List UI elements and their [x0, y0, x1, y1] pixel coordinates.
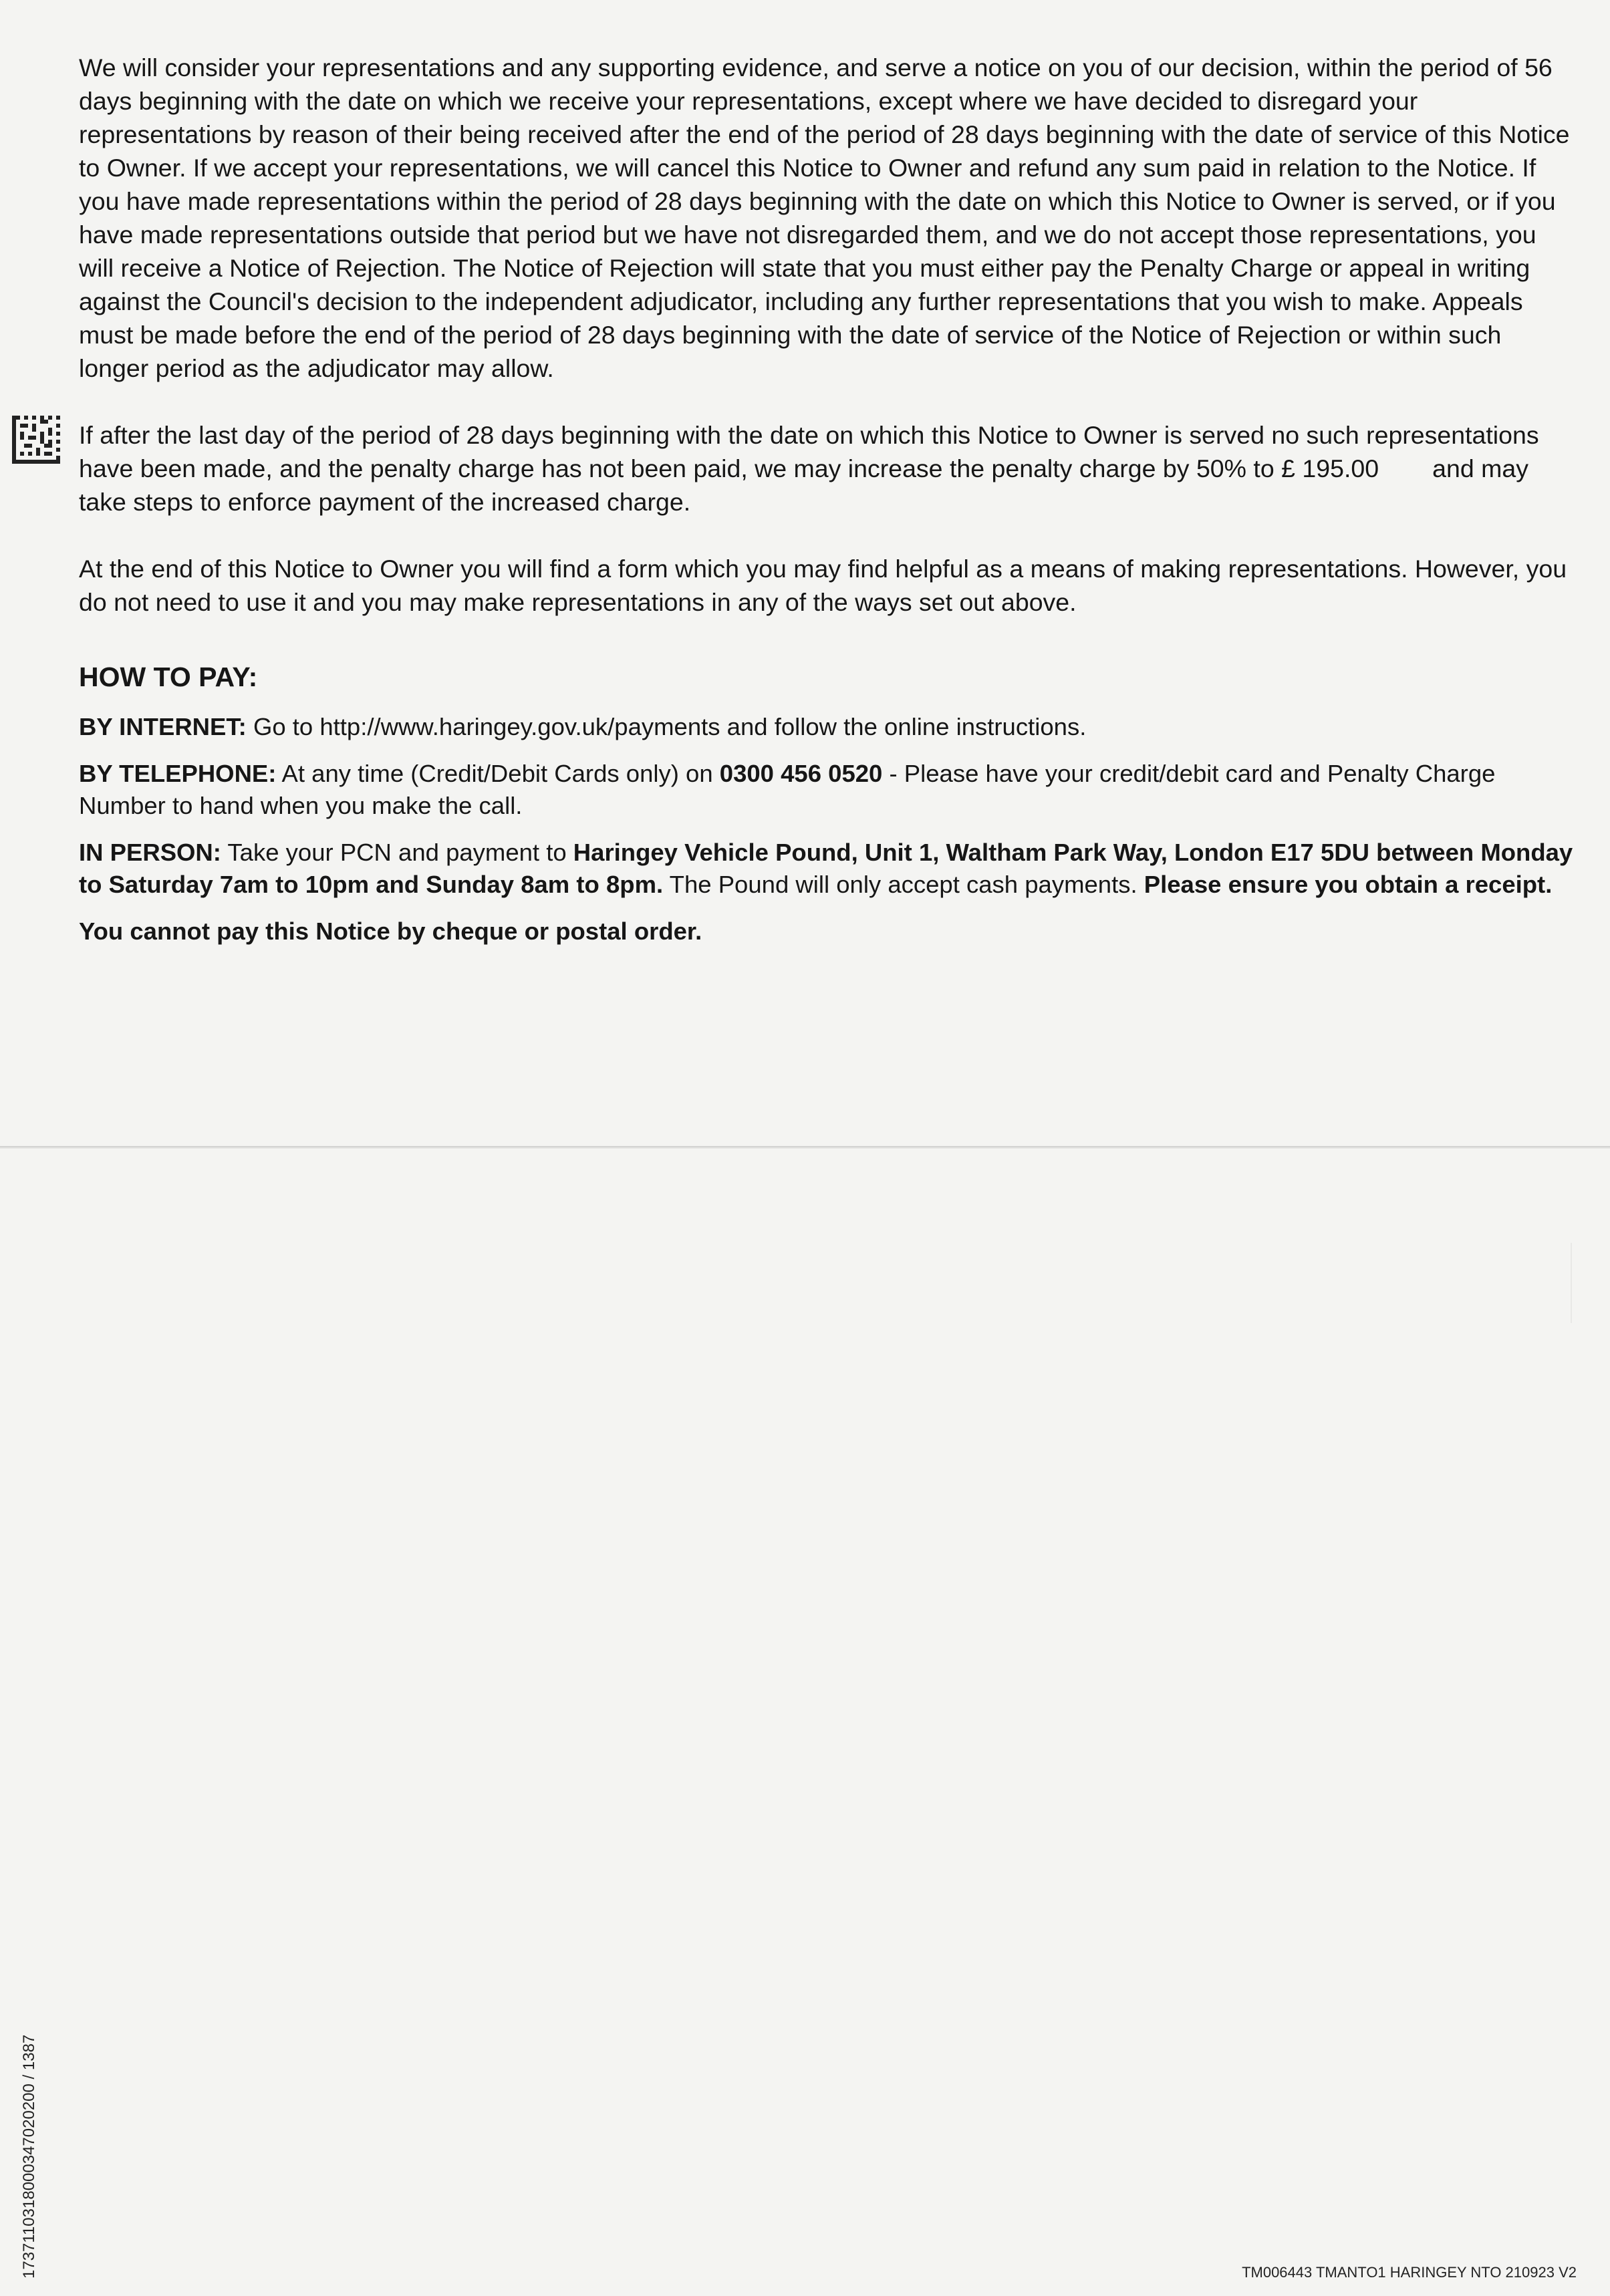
datamatrix-barcode-icon — [12, 416, 60, 464]
in-person-text-1: Take your PCN and payment to — [221, 839, 573, 866]
increased-amount: £ 195.00 — [1281, 454, 1379, 482]
increase-charge-paragraph — [79, 418, 1576, 519]
side-reference-number: 1737110318000347020200 / 1387 — [20, 2034, 38, 2279]
footer-reference: TM006443 TMANTO1 HARINGEY NTO 210923 V2 — [1242, 2264, 1577, 2281]
increase-text-before: If after the last day of the period of 28 days beginning with the date on which this Notice to Owner is served no such representations have been made, and the penalty charge has not been paid, we may increase the penalty charge by 50% to — [79, 421, 1539, 482]
increase-text-after: and may take steps to enforce payment of the increased charge. — [79, 454, 1528, 516]
in-person-receipt: Please ensure you obtain a receipt. — [1144, 871, 1553, 898]
telephone-label: BY TELEPHONE: — [79, 760, 277, 787]
no-cheque-notice — [79, 915, 1576, 948]
telephone-number: 0300 456 0520 — [719, 760, 883, 787]
notice-body — [79, 51, 1576, 962]
representations-form-paragraph: At the end of this Notice to Owner you will find a form which you may find helpful as a means of making representations. However, you do not need to use it and you may make representations in any of the ways set out above. — [79, 555, 1567, 616]
how-to-pay-heading: HOW TO PAY: — [79, 662, 258, 692]
pay-by-internet — [79, 711, 1576, 743]
internet-label: BY INTERNET: — [79, 713, 247, 740]
in-person-label: IN PERSON: — [79, 839, 221, 866]
telephone-text-1: At any time (Credit/Debit Cards only) on — [276, 760, 720, 787]
pay-by-telephone — [79, 758, 1576, 822]
in-person-location: Haringey Vehicle Pound, Unit 1, Waltham Park Way, London E17 5DU between Monday to Saturday 7am to 10pm and Sunday 8am to 8pm. — [79, 839, 1573, 898]
pay-in-person — [79, 837, 1576, 901]
in-person-text-2: The Pound will only accept cash payments. — [663, 871, 1144, 898]
payment-methods — [79, 711, 1576, 948]
no-cheque-text: You cannot pay this Notice by cheque or postal order. — [79, 917, 702, 945]
representations-paragraph: We will consider your representations and any supporting evidence, and serve a notice on you of our decision, within the period of 56 days beginning with the date on which we receive your representations, except where we have decided to disregard your representations by reason of their being received after the end of the period of 28 days beginning with the date of service of this Notice to Owner. If we accept your representations, we will cancel this Notice to Owner and refund any sum paid in relation to the Notice. If you have made representations within the period of 28 days beginning with the date on which this Notice to Owner is served, or if you have made representations outside that period but we have not disregarded them, and we do not accept those representations, you will receive a Notice of Rejection. The Notice of Rejection will state that you must either pay the Penalty Charge or appeal in writing against the Council's decision to the independent adjudicator, including any further representations that you wish to make. Appeals must be made before the end of the period of 28 days beginning with the date of service of the Notice of Rejection or within such longer period as the adjudicator may allow. — [79, 53, 1570, 382]
show-through-box — [1424, 1243, 1572, 1323]
internet-text: Go to http://www.haringey.gov.uk/payments and follow the online instructions. — [246, 713, 1087, 740]
fold-line-divider — [0, 1146, 1610, 1149]
telephone-text-2: - Please have your credit/debit card and Penalty Charge Number to hand when you make the call. — [79, 760, 1496, 819]
